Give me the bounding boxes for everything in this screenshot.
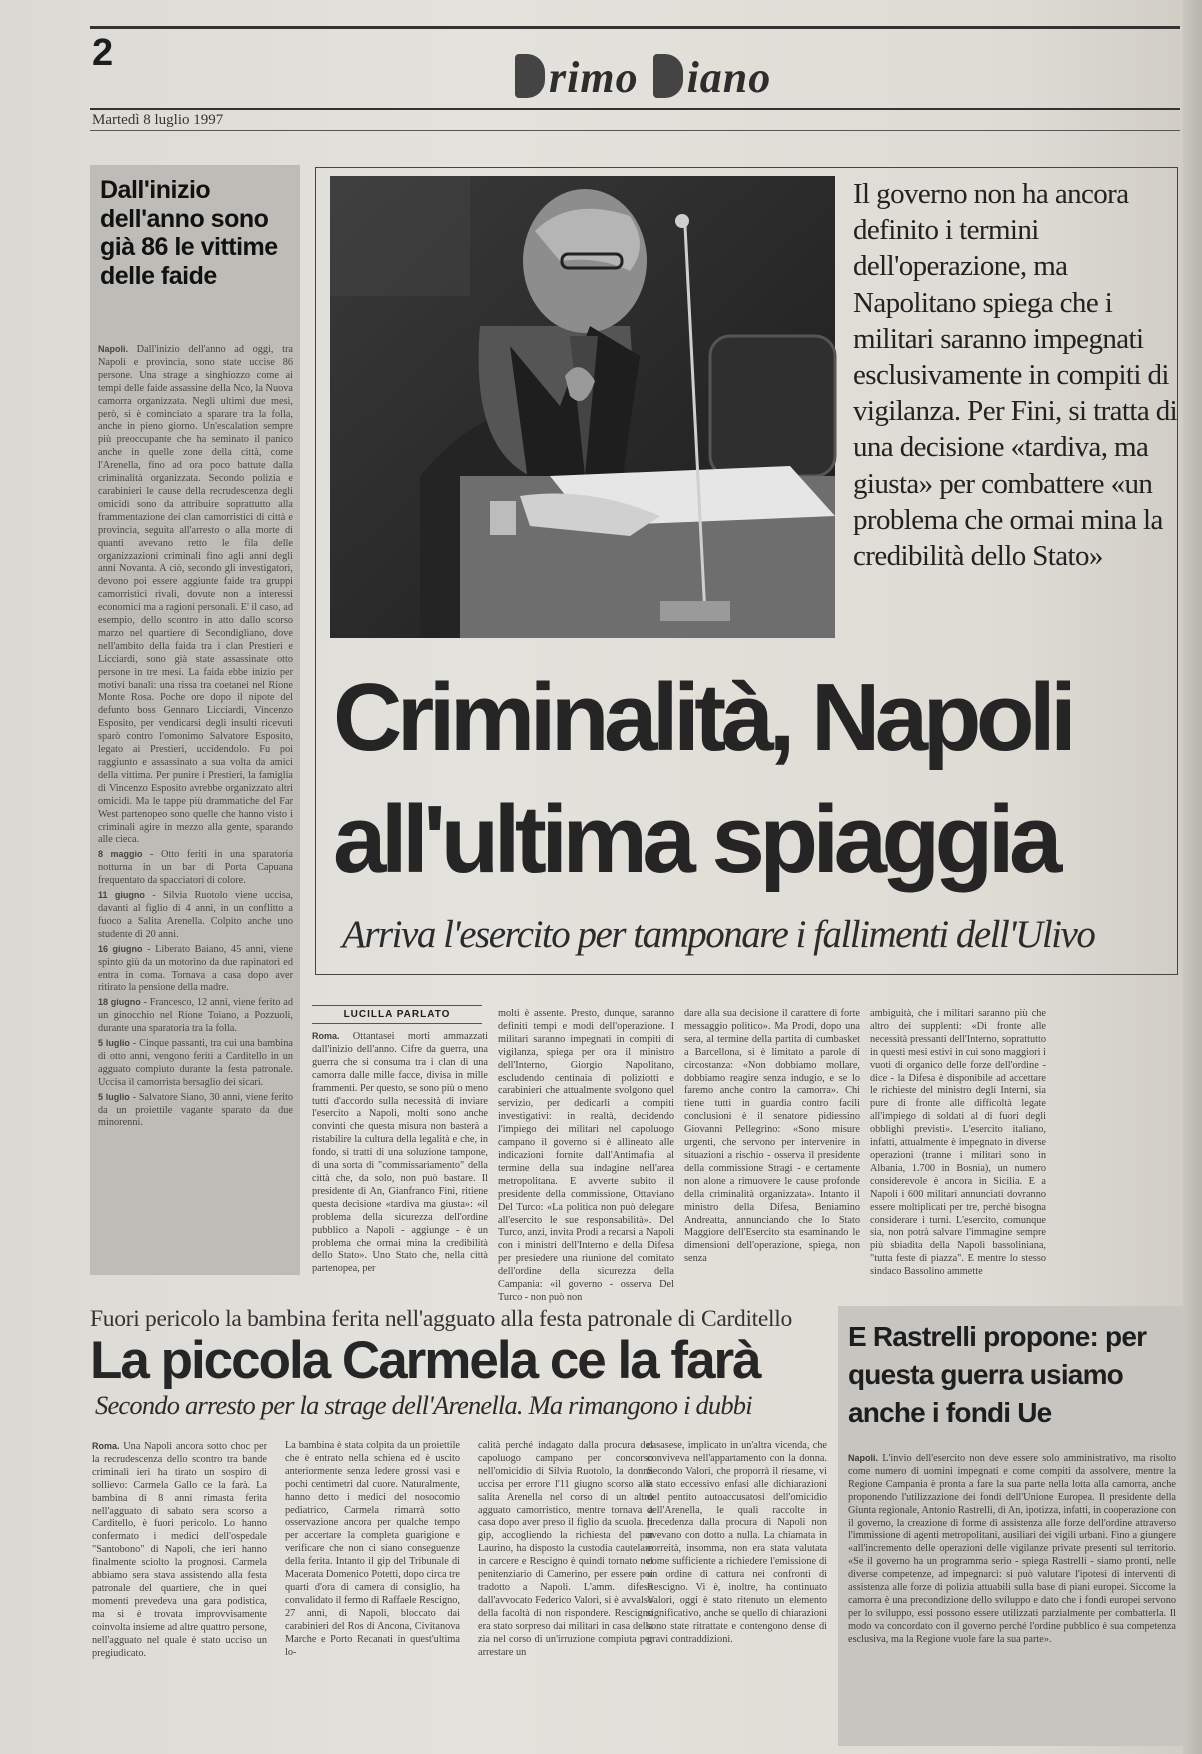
article-column-1 xyxy=(312,1030,488,1278)
side-box-dateline: Napoli. xyxy=(848,1453,879,1463)
article-column-4: ambiguità, che i militari saranno più che altro dei supplenti: «Di fronte alle necessità pressanti dell'Interno, soprattutto in questi mesi estivi in cui sono maggiori i vuoti di organico delle forze dell'ordine - dice - la Difesa è disponibile ad accettare le richieste del ministro degli Interni, sia pure di fronte alle difficoltà legate all'impiego di soldati al di fuori degli obblighi previsti». L'esercito italiano, infatti, attualmente è impegnato in diverse operazioni (tranne i militari sono in Albania, 1.700 in Bosnia), un numero considerevole è ancora in Sicilia. E a Napoli i 600 militari annunciati dovranno essere moltiplicati per tre, perché bisogna considerare i turni. L'esercito, comunque sia, non potrà salvare l'immagine sempre più sbiadita della Napoli bassoliniana, "tutta feste di piazza". E mentre lo stesso sindaco Bassolino ammette xyxy=(870,1008,1046,1278)
main-headline xyxy=(333,657,1183,901)
page-edge xyxy=(1183,0,1202,1754)
sidebar-text: Dall'inizio dell'anno ad oggi, tra Napoli e provincia, sono state uccise 86 persone. Una strage a singhiozzo come ai tempi delle faide assassine della Nco, la Nuova camorra organizzata. Negli ultimi due mesi, però, si è cominciato a sparare tra la folla, anche in pieno giorno. Un'escalation sempre più preoccupante che ha seminato il panico anche in quelle zone della città, come l'Arenella, fino ad ora poco battute dalla criminalità organizzata. Secondo polizia e carabinieri le cause della recrudescenza degli omicidi sono da attribuire soprattutto alla frammentazione dei clan camorristici di città e provincia, seguita all'arresto o alla morte di quanti avevano retto le fila delle organizzazioni criminali fino agli anni degli anni Novanta. A ciò, secondo gli investigatori, devono poi essere aggiunte faide tra gruppi camorristici rivali, dovute non a interessi economici ma a ragioni personali. E' il caso, ad esempio, dello scontro in atto dallo scorso marzo nel quartiere di Secondigliano, dove nell'ambito della faida tra i clan Prestieri e Licciardi, sono già state assassinate otto persone in tre mesi. La faida ebbe inizio per motivi banali: una rissa tra coetanei nel Rione Monte Rosa. Poche ore dopo il nipote del defunto boss Gennaro Licciardi, Vincenzo Esposito, per vendicarsi degli insulti ricevuti sparò contro l'omonimo Salvatore Esposito, legato ai Prestieri, uccidendolo. Fu poi raggiunto e assassinato a sua volta da amici della vittima. Per punire i Prestieri, la famiglia di Vincenzo Esposito avrebbe organizzato altri omicidi. Ma le tappe più drammatiche del Far West partenopeo sono quelle che hanno visto i criminali agire in mezzo alla gente, sparando alle cieca. xyxy=(98,344,293,846)
article-column-3: dare alla sua decisione il carattere di forte messaggio politico». Ma Prodi, dopo una sera, al termine della partita di cumbasket a Barcellona, si è limitato a parole di circostanza: «Non dobbiamo mollare, dobbiamo reagire senza indugio, e se lo faremo anche contro la camorra». Chi tiene tutti in guardia contro facili conclusioni è il senatore pidiessino Giovanni Pellegrino: «Sono misure urgenti, che servono per intervenire in situazioni a rischio - osserva il presidente della commissione Stragi - e certamente non alone a rimuovere le cause profonde della criminalità organizzata». Intanto il ministro della Difesa, Beniamino Andreatta, annunciando che lo Stato Maggiore dell'Esercito sta esaminando le dimensioni dell'operazione, spiega, non senza xyxy=(684,1008,860,1265)
event-text: Silvia Ruotolo viene uccisa, davanti al figlio di 4 anni, in un conflitto a fuoco a Salita Arenella. Colpito anche uno studente di 20 anni. xyxy=(98,890,293,940)
event-text: Cinque passanti, tra cui una bambina di otto anni, vengono feriti a Carditello in un agguato compiuto durante la festa patronale. Uccisa il camorrista bersaglio dei sicari. xyxy=(98,1038,294,1088)
event-text: Otto feriti in una sparatoria notturna in un bar di Porta Capuana frequentato da spacciatori di colore. xyxy=(98,849,293,887)
bottom-column-1 xyxy=(92,1440,267,1735)
section-title-b: iano xyxy=(686,53,772,102)
side-box-text: L'invio dell'esercito non deve essere solo amministrativo, ma risolto come numero di uomini impegnati e come compiti da assolvere, mentre la Regione Campania è pronta a fare la sua parte nella lotta alla camorra, anche proponendo l'utilizzazione dei fondi dell'Unione Europea. Il presidente della Giunta regionale, Antonio Rastrelli, di An, ipotizza, infatti, in cooperazione con il governo, la creazione di forme di assistenza alle forze dell'ordine attraverso l'immissione di agenti metropolitani, ausiliari dei vigili urbani. Fino a giungere «all'incremento delle operazioni delle vigilanze private presenti sul territorio. «Se il governo ha un programma serio - spiega Rastrelli - siamo pronti, nelle diverse competenze, ad impegnarci: si può valutare l'ipotesi di interventi di assistenza alle forze di polizia attuabili sulla base di piani europei. Siccome la camorra è una precondizione dello sviluppo e dato che i fondi europei servono per lo sviluppo, essi possono essere utilizzati parzialmente per combatterla. Il modo va concordato con il governo perché l'ordine pubblico è sua competenza esclusiva, ma la Regione vuole fare la sua parte». xyxy=(848,1453,1177,1645)
event-date: 18 giugno xyxy=(98,997,141,1008)
sidebar-headline: Dall'inizio dell'anno sono già 86 le vittime delle faide xyxy=(100,176,278,290)
sidebar-event: 11 giugno - Silvia Ruotolo viene uccisa, davanti al figlio di 4 anni, in un conflitto a fuoco a Salita Arenella. Colpito anche uno studente di 20 anni. xyxy=(98,890,293,940)
side-box-headline: E Rastrelli propone: per questa guerra usiamo anche i fondi Ue xyxy=(848,1321,1147,1428)
issue-date: Martedì 8 luglio 1997 xyxy=(92,112,224,128)
event-text: Salvatore Siano, 30 anni, viene ferito da un proiettile vagante sparato da due minorenni. xyxy=(98,1091,294,1129)
main-photo xyxy=(330,176,835,638)
article-column-2: molti è assente. Presto, dunque, saranno definiti tempi e modi dell'operazione. I militari saranno impegnati in compiti di vigilanza, spiega per ora il ministro dell'Interno, Giorgio Napolitano, escludendo centinaia di poliziotti e carabinieri che attualmente svolgono quel servizio, per dedicarli a compiti investigativi: in realtà, decidendo l'impiego dei militari nel capoluogo campano il governo si è allineato alle indicazioni fornite dall'Antimafia al termine della sua indagine nell'area metropolitana. E avverte subito il presidente della commissione, Ottaviano Del Turco: «La politica non può delegare all'esercito le sue responsabilità». Del Turco, anzi, invita Prodi a recarsi a Napoli con i ministri dell'Interno e della Difesa per presiedere una riunione del comitato dell'ordine della sicurezza della Campania: «il governo - osserva Del Turco - non può non xyxy=(498,1008,674,1303)
sidebar-body xyxy=(98,343,293,1131)
event-date: 11 giugno xyxy=(98,890,145,901)
main-pull-quote: Il governo non ha ancora definito i termini dell'operazione, ma Napolitano spiega che i militari saranno impegnati esclusivamente in compiti di vigilanza. Per Fini, si tratta di una decisione «tardiva, ma giusta» per combattere «un problema che ormai mina la credibilità dello Stato» xyxy=(853,178,1178,573)
section-initial-p2 xyxy=(653,54,683,98)
bottom-subhead: Secondo arresto per la strage dell'Arenella. Ma rimangono i dubbi xyxy=(95,1390,752,1420)
main-headline-line2: all'ultima spiaggia xyxy=(333,786,1057,893)
article-text: Ottantasei morti ammazzati dall'inizio dell'anno. Cifre da guerra, una guerra che si consuma tra i clan di una camorra dalle mille facce, divisa in mille frammenti. Per questo, se sono più o meno tutti d'accordo sulla necessità di inviare l'esercito a Napoli, molti sono anche convinti che questa misura non basterà a ristabilire la cultura della legalità e che, in fondo, si tratti di una soluzione tampone, di una sorta di "commissariamento" della città che, da solo, non può bastare. Il presidente di An, Gianfranco Fini, ritiene questa decisione «tardiva ma giusta»: «il problema della sicurezza dell'ordine pubblico a Napoli - aggiunge - è un problema che ormai mina la credibilità dello Stato». Uno Stato che, nella città partenopea, per xyxy=(312,1031,488,1275)
bottom-column-4: casasese, implicato in un'altra vicenda, che conviveva nell'appartamento con la donna. Secondo Valori, che proporrà il riesame, vi è stato eccessivo enfasi alle dichiarazioni del pentito autoaccusatosi dell'omicidio dell'Arenella, le quali raccolte in precedenza dalla procura di Napoli non avevano con dotto a nulla. La chiamata in correità, insomma, non era stata valutata come sufficiente a richiedere l'emissione di un ordine di cattura nei confronti di Rescigno. Vi è, inoltre, ha continuato Valori, oggi è stato ritenuto un elemento significativo, anche se quello di chiarazioni sono state ritrattate e contengono dense di gravi contraddizioni. xyxy=(647,1440,827,1645)
main-headline-line1: Criminalità, Napoli xyxy=(333,664,1072,771)
bottom-column-2: La bambina è stata colpita da un proiettile che è entrato nella schiena ed è uscito anteriormente senza ledere grossi vasi e pochi centimetri dal cuore. Naturalmente, hanno detto i medici del nosocomio pediatrico, Carmela rimarrà sotto osservazione ancora per qualche tempo per accertare la completa guarigione e verificare che non ci siano conseguenze della ferita. Intanto il gip del Tribunale di Macerata Domenico Potetti, dopo circa tre quarti d'ora di camera di consiglio, ha convalidato il fermo di Raffaele Rescigno, 27 anni, di Napoli, bloccato dai carabinieri del Ros di Ancona, Civitanova Marche e Porto Recanati in quest'ultima lo- xyxy=(285,1440,460,1658)
main-subhead: Arriva l'esercito per tamponare i fallimenti dell'Ulivo xyxy=(342,913,1095,956)
bottom-text: Una Napoli ancora sotto choc per la recrudescenza dello scontro tra bande criminali ieri ha tirato un sospiro di sollievo: Carmela Gallo ce la farà. La bambina di 8 anni rimasta ferita nell'agguato di sabato sera scorso a Carditello, è fuori pericolo. Lo hanno confermato i medici dell'ospedale "Santobono" di Napoli, che ieri hanno finalmente sciolto la prognosi. Carmela abbiamo sera stava assistendo alla festa patronale del quartiere, che in quei momenti prevedeva una gara podistica, ma si è trovata improvvisamente coinvolta insieme ad altre quattro persone, nell'agguato nel quale è stato ucciso un pregiudicato. xyxy=(92,1441,267,1659)
top-rule xyxy=(90,26,1180,29)
header-rule xyxy=(90,108,1180,110)
section-title-a: rimo xyxy=(549,53,639,102)
sidebar-event: 16 giugno - Liberato Baiano, 45 anni, viene spinto giù da un motorino da due rapinatori ed entra in coma. Tornava a casa dopo aver ritirato la pensione della madre. xyxy=(98,943,293,994)
politician-photo-illustration xyxy=(330,176,835,638)
byline: LUCILLA PARLATO xyxy=(312,1005,482,1024)
sidebar-event: 5 luglio - Cinque passanti, tra cui una bambina di otto anni, vengono feriti a Carditello in un agguato compiuto durante la festa patronale. Uccisa il camorrista bersaglio dei sicari. xyxy=(98,1038,294,1088)
sidebar-event: 5 luglio - Salvatore Siano, 30 anni, viene ferito da un proiettile vagante sparato da due minorenni. xyxy=(98,1091,294,1129)
section-initial-p xyxy=(515,54,545,98)
bottom-kicker: Fuori pericolo la bambina ferita nell'agguato alla festa patronale di Carditello xyxy=(90,1306,792,1332)
event-date: 16 giugno xyxy=(98,943,143,954)
event-text: Francesco, 12 anni, viene ferito ad un ginocchio nel Rione Toiano, a Pozzuoli, durante una sparatoria tra la folla. xyxy=(98,997,293,1035)
article-dateline: Roma. xyxy=(312,1031,340,1041)
bottom-dateline: Roma. xyxy=(92,1441,120,1451)
sidebar-event: 18 giugno - Francesco, 12 anni, viene ferito ad un ginocchio nel Rione Toiano, a Pozzuoli, durante una sparatoria tra la folla. xyxy=(98,997,293,1035)
sidebar-event: 8 maggio - Otto feriti in una sparatoria notturna in un bar di Porta Capuana frequentato da spacciatori di colore. xyxy=(98,849,293,887)
header-rule-thin xyxy=(90,130,1180,131)
event-date: 5 luglio xyxy=(98,1091,130,1102)
sidebar-paragraph xyxy=(98,343,293,847)
side-box-body xyxy=(848,1452,1176,1737)
sidebar-dateline: Napoli. xyxy=(98,344,129,354)
bottom-headline: La piccola Carmela ce la farà xyxy=(90,1331,760,1390)
event-date: 8 maggio xyxy=(98,849,143,860)
page-number: 2 xyxy=(92,32,114,74)
bottom-column-3: calità perché indagato dalla procura del capoluogo campano per concorso nell'omicidio di Silvia Ruotolo, la donna uccisa per errore l'11 giugno scorso alla salita Arenella nel corso di un altro agguato camorristico, mentre tornava a casa dopo aver preso il figlio da scuola. Il gip, accogliendo la richiesta del pm Laurino, ha disposto la custodia cautelare in carcere e Rescigno è quindi tornato nel penitenziario di Camerino, per essere poi tradotto a Napoli. L'amm. difeso dall'avvocato Federico Valori, si è avvalso della facoltà di non rispondere. Rescigno era stato sorpreso dai militari in casa della zia nel corso di un'irruzione compiuta per arrestare un xyxy=(478,1440,653,1658)
event-text: Liberato Baiano, 45 anni, viene spinto giù da un motorino da due rapinatori ed entra in coma. Tornava a casa dopo aver ritirato la pensione della madre. xyxy=(98,943,293,994)
section-title xyxy=(515,52,771,103)
event-date: 5 luglio xyxy=(98,1038,130,1049)
